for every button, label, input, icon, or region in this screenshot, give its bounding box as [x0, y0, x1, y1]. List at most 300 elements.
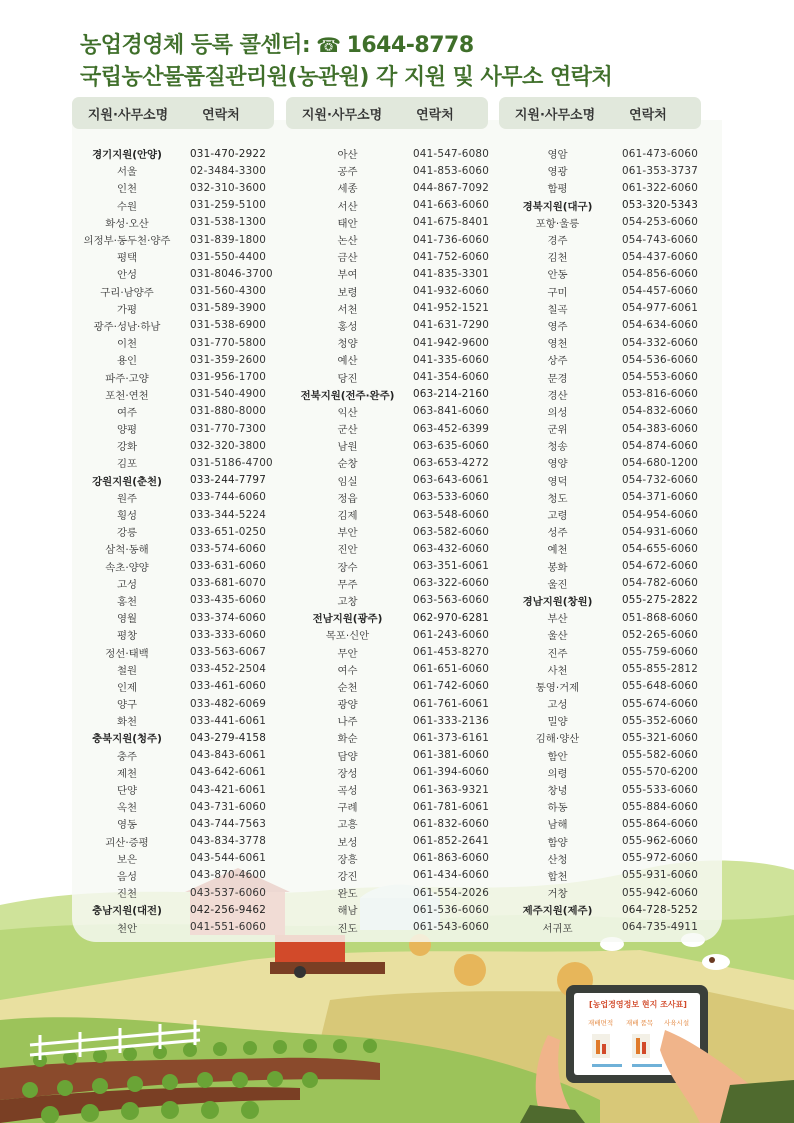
office-name: 광양	[337, 699, 358, 712]
office-row	[72, 334, 286, 351]
office-row	[290, 729, 509, 746]
office-name: 영암	[547, 149, 568, 162]
office-phone[interactable]: 031-470-2922	[190, 147, 267, 160]
office-phone[interactable]: 061-863-6060	[413, 852, 490, 865]
office-name: 보령	[337, 286, 358, 299]
office-phone[interactable]: 063-452-6399	[413, 422, 490, 435]
office-name: 속초·양양	[105, 561, 149, 574]
office-phone[interactable]: 063-322-6060	[413, 577, 490, 590]
office-phone[interactable]: 061-554-2026	[413, 886, 490, 899]
telephone-icon: ☎	[316, 33, 341, 57]
office-phone[interactable]: 031-560-4300	[190, 285, 267, 298]
office-row	[505, 300, 718, 317]
office-phone[interactable]: 054-655-6060	[622, 542, 699, 555]
office-phone[interactable]: 052-265-6060	[622, 628, 699, 641]
office-phone[interactable]: 054-680-1200	[622, 456, 699, 469]
office-name: 태안	[337, 217, 358, 230]
office-row	[72, 833, 286, 850]
office-phone[interactable]: 054-832-6060	[622, 405, 699, 418]
office-phone[interactable]: 061-651-6060	[413, 663, 490, 676]
office-phone[interactable]: 054-977-6061	[622, 302, 699, 315]
office-phone[interactable]: 033-435-6060	[190, 594, 267, 607]
office-row	[290, 368, 509, 385]
office-phone[interactable]: 031-538-6900	[190, 319, 267, 332]
office-name: 해남	[337, 905, 358, 918]
office-row	[505, 489, 718, 506]
office-name: 구례	[337, 802, 358, 815]
office-phone[interactable]: 063-533-6060	[413, 491, 490, 504]
office-name: 평창	[116, 630, 138, 643]
office-phone[interactable]: 033-244-7797	[190, 474, 267, 487]
office-name: 경북지원(대구)	[522, 200, 593, 213]
office-row	[290, 867, 509, 884]
office-row	[72, 179, 286, 196]
office-phone[interactable]: 041-835-3301	[413, 267, 490, 280]
office-phone[interactable]: 02-3484-3300	[190, 164, 267, 177]
office-row	[505, 781, 718, 798]
office-row	[505, 145, 718, 162]
office-row	[72, 540, 286, 557]
office-phone[interactable]: 033-681-6070	[190, 577, 267, 590]
office-phone[interactable]: 041-551-6060	[190, 921, 267, 934]
office-name: 고성	[547, 699, 568, 712]
office-phone[interactable]: 044-867-7092	[413, 181, 490, 194]
office-name: 아산	[337, 149, 358, 162]
office-row	[505, 523, 718, 540]
office-phone[interactable]: 062-970-6281	[413, 611, 490, 624]
office-phone[interactable]: 033-563-6067	[190, 646, 267, 659]
office-name: 창녕	[547, 785, 568, 798]
office-name: 함평	[547, 183, 568, 196]
office-phone[interactable]: 055-962-6060	[622, 835, 699, 848]
office-phone[interactable]: 033-744-6060	[190, 491, 267, 504]
office-phone[interactable]: 031-5186-4700	[190, 456, 273, 469]
office-name: 김해·양산	[535, 733, 580, 746]
tablet-label-facility: 사육시설	[664, 1019, 690, 1027]
office-phone[interactable]: 031-8046-3700	[190, 267, 273, 280]
office-row	[505, 454, 718, 471]
regional-hq-row	[505, 592, 718, 609]
office-phone[interactable]: 033-344-5224	[190, 508, 267, 521]
office-phone[interactable]: 054-371-6060	[622, 491, 699, 504]
office-name: 여수	[337, 664, 358, 677]
office-name: 화성·오산	[105, 217, 149, 230]
office-name: 장흥	[337, 853, 358, 866]
office-name: 전북지원(전주·완주)	[300, 389, 395, 402]
office-phone[interactable]: 041-663-6060	[413, 199, 490, 212]
office-name: 상주	[547, 355, 568, 368]
office-row	[290, 317, 509, 334]
callcenter-label: 농업경영체 등록 콜센터:	[80, 33, 311, 58]
office-phone[interactable]: 054-856-6060	[622, 267, 699, 280]
office-name: 금산	[337, 252, 358, 265]
office-phone[interactable]: 043-843-6061	[190, 749, 267, 762]
office-row	[505, 283, 718, 300]
office-phone[interactable]: 033-631-6060	[190, 560, 267, 573]
office-row	[72, 317, 286, 334]
office-phone[interactable]: 063-432-6060	[413, 542, 490, 555]
office-row	[505, 661, 718, 678]
office-name: 칠곡	[547, 303, 568, 316]
office-phone[interactable]: 053-816-6060	[622, 388, 699, 401]
office-name: 용인	[116, 355, 138, 368]
office-name: 영덕	[547, 475, 568, 488]
office-phone[interactable]: 061-473-6060	[622, 147, 699, 160]
office-phone[interactable]: 061-781-6061	[413, 800, 490, 813]
office-row	[290, 918, 509, 935]
office-phone[interactable]: 031-770-5800	[190, 336, 267, 349]
office-name: 고성	[116, 578, 138, 591]
office-row	[72, 506, 286, 523]
office-name: 서천	[337, 303, 358, 316]
office-row	[290, 248, 509, 265]
office-phone[interactable]: 063-841-6060	[413, 405, 490, 418]
office-phone[interactable]: 061-536-6060	[413, 903, 490, 916]
office-phone[interactable]: 061-353-3737	[622, 164, 699, 177]
office-phone[interactable]: 054-383-6060	[622, 422, 699, 435]
office-name: 김포	[116, 458, 138, 471]
office-phone[interactable]: 043-744-7563	[190, 817, 267, 830]
office-name: 무안	[337, 647, 358, 660]
office-phone[interactable]: 063-635-6060	[413, 439, 490, 452]
office-row	[72, 214, 286, 231]
office-phone[interactable]: 043-642-6061	[190, 766, 267, 779]
office-phone[interactable]: 055-884-6060	[622, 800, 699, 813]
office-name: 의정부·동두천·양주	[83, 235, 171, 248]
office-row	[72, 403, 286, 420]
office-name: 영동	[116, 819, 138, 832]
office-row	[505, 437, 718, 454]
header-phone-label: 연락처	[629, 107, 667, 123]
office-name: 포항·울릉	[535, 217, 580, 230]
office-row	[290, 403, 509, 420]
regional-hq-row	[505, 901, 718, 918]
office-phone[interactable]: 032-310-3600	[190, 181, 267, 194]
office-phone[interactable]: 063-563-6060	[413, 594, 490, 607]
office-row	[290, 592, 509, 609]
office-row	[290, 712, 509, 729]
office-name: 강진	[337, 870, 358, 883]
office-phone[interactable]: 064-728-5252	[622, 903, 699, 916]
office-name: 광주·성남·하남	[93, 320, 161, 333]
office-name: 보은	[116, 853, 138, 866]
header-phone-label: 연락처	[202, 107, 240, 123]
office-row	[505, 884, 718, 901]
office-name: 화순	[337, 733, 358, 746]
office-phone[interactable]: 061-543-6060	[413, 921, 490, 934]
office-phone[interactable]: 033-441-6061	[190, 714, 267, 727]
contact-column-2	[290, 145, 509, 936]
office-name: 봉화	[547, 561, 568, 574]
office-phone[interactable]: 041-952-1521	[413, 302, 490, 315]
office-phone[interactable]: 061-243-6060	[413, 628, 490, 641]
office-phone[interactable]: 043-870-4600	[190, 869, 267, 882]
office-phone[interactable]: 031-839-1800	[190, 233, 267, 246]
office-name: 영주	[547, 320, 568, 333]
office-phone[interactable]: 043-834-3778	[190, 835, 267, 848]
office-name: 충북지원(청주)	[92, 733, 162, 746]
office-name: 단양	[116, 785, 138, 798]
office-phone[interactable]: 033-374-6060	[190, 611, 267, 624]
office-row	[290, 351, 509, 368]
office-name: 밀양	[547, 716, 568, 729]
office-name: 충주	[116, 750, 138, 763]
office-phone[interactable]: 031-540-4900	[190, 388, 267, 401]
office-phone[interactable]: 063-643-6061	[413, 474, 490, 487]
tablet-label-crop: 재배 품목	[626, 1019, 654, 1027]
office-phone[interactable]: 055-275-2822	[622, 594, 699, 607]
column-header-1	[72, 97, 274, 129]
office-name: 이천	[116, 338, 138, 351]
office-phone[interactable]: 033-482-6069	[190, 697, 267, 710]
office-phone[interactable]: 043-421-6061	[190, 783, 267, 796]
office-phone[interactable]: 055-931-6060	[622, 869, 699, 882]
office-phone[interactable]: 031-589-3900	[190, 302, 267, 315]
office-name: 인제	[116, 681, 138, 694]
office-row	[505, 626, 718, 643]
office-phone[interactable]: 055-759-6060	[622, 646, 699, 659]
office-row	[290, 643, 509, 660]
office-phone[interactable]: 055-582-6060	[622, 749, 699, 762]
office-name: 양구	[116, 699, 138, 712]
office-phone[interactable]: 061-373-6161	[413, 731, 490, 744]
office-row	[72, 454, 286, 471]
office-phone[interactable]: 041-631-7290	[413, 319, 490, 332]
office-phone[interactable]: 043-279-4158	[190, 731, 267, 744]
office-phone[interactable]: 054-782-6060	[622, 577, 699, 590]
office-phone[interactable]: 041-942-9600	[413, 336, 490, 349]
office-name: 울진	[547, 578, 568, 591]
office-row	[290, 197, 509, 214]
office-phone[interactable]: 063-582-6060	[413, 525, 490, 538]
office-phone[interactable]: 061-333-2136	[413, 714, 490, 727]
office-name: 인천	[116, 183, 138, 196]
office-phone[interactable]: 061-742-6060	[413, 680, 490, 693]
regional-hq-row	[72, 729, 286, 746]
office-phone[interactable]: 054-332-6060	[622, 336, 699, 349]
office-phone[interactable]: 054-931-6060	[622, 525, 699, 538]
office-phone[interactable]: 061-832-6060	[413, 817, 490, 830]
office-row	[72, 420, 286, 437]
office-name: 제주지원(제주)	[522, 905, 593, 918]
office-phone[interactable]: 043-731-6060	[190, 800, 267, 813]
regional-hq-row	[290, 386, 509, 403]
office-name: 장성	[337, 767, 358, 780]
office-phone[interactable]: 061-363-9321	[413, 783, 490, 796]
office-row	[505, 643, 718, 660]
office-phone[interactable]: 055-674-6060	[622, 697, 699, 710]
office-phone[interactable]: 055-533-6060	[622, 783, 699, 796]
office-row	[72, 283, 286, 300]
office-row	[290, 575, 509, 592]
office-phone[interactable]: 032-320-3800	[190, 439, 267, 452]
office-row	[290, 678, 509, 695]
office-row	[290, 506, 509, 523]
office-phone[interactable]: 061-381-6060	[413, 749, 490, 762]
tablet-label-area: 재배면적	[588, 1019, 614, 1027]
office-name: 군위	[547, 424, 568, 437]
office-phone[interactable]: 054-536-6060	[622, 353, 699, 366]
office-row	[72, 626, 286, 643]
office-phone[interactable]: 041-354-6060	[413, 371, 490, 384]
office-phone[interactable]: 054-553-6060	[622, 371, 699, 384]
office-phone[interactable]: 033-452-2504	[190, 663, 267, 676]
office-phone[interactable]: 031-880-8000	[190, 405, 267, 418]
office-row	[505, 764, 718, 781]
office-name: 완도	[337, 888, 358, 901]
office-row	[290, 489, 509, 506]
office-phone[interactable]: 043-537-6060	[190, 886, 267, 899]
office-name: 사천	[547, 664, 568, 677]
office-name: 안성	[116, 269, 138, 282]
office-phone[interactable]: 055-570-6200	[622, 766, 699, 779]
office-name: 포천·연천	[105, 389, 149, 402]
office-phone[interactable]: 041-853-6060	[413, 164, 490, 177]
office-phone[interactable]: 063-214-2160	[413, 388, 490, 401]
office-phone[interactable]: 055-972-6060	[622, 852, 699, 865]
office-phone[interactable]: 042-256-9462	[190, 903, 267, 916]
office-phone[interactable]: 054-954-6060	[622, 508, 699, 521]
office-phone[interactable]: 063-548-6060	[413, 508, 490, 521]
office-phone[interactable]: 041-932-6060	[413, 285, 490, 298]
office-row	[72, 678, 286, 695]
office-phone[interactable]: 054-437-6060	[622, 250, 699, 263]
office-name: 익산	[337, 406, 358, 419]
office-row	[290, 523, 509, 540]
office-name: 화천	[116, 716, 138, 729]
office-phone[interactable]: 033-333-6060	[190, 628, 267, 641]
office-row	[72, 815, 286, 832]
office-phone[interactable]: 055-648-6060	[622, 680, 699, 693]
office-row	[290, 454, 509, 471]
office-name: 수원	[116, 200, 138, 213]
office-row	[72, 661, 286, 678]
column-header-3	[499, 97, 701, 129]
office-phone[interactable]: 041-547-6080	[413, 147, 490, 160]
office-row	[505, 334, 718, 351]
office-phone[interactable]: 041-675-8401	[413, 216, 490, 229]
office-phone[interactable]: 054-732-6060	[622, 474, 699, 487]
office-phone[interactable]: 051-868-6060	[622, 611, 699, 624]
office-phone[interactable]: 055-352-6060	[622, 714, 699, 727]
office-row	[505, 815, 718, 832]
office-phone[interactable]: 055-942-6060	[622, 886, 699, 899]
office-name: 함안	[547, 750, 568, 763]
office-phone[interactable]: 063-351-6061	[413, 560, 490, 573]
office-row	[72, 248, 286, 265]
office-name: 옥천	[116, 802, 138, 815]
office-name: 부안	[337, 527, 358, 540]
office-name: 합천	[547, 870, 568, 883]
office-phone[interactable]: 033-651-0250	[190, 525, 267, 538]
office-phone[interactable]: 033-574-6060	[190, 542, 267, 555]
office-phone[interactable]: 031-956-1700	[190, 371, 267, 384]
page-title: 국립농산물품질관리원(농관원) 각 지원 및 사무소 연락처	[80, 65, 613, 90]
office-row	[72, 781, 286, 798]
office-name: 진도	[337, 922, 358, 935]
office-name: 괴산·증평	[105, 836, 149, 849]
office-name: 구미	[547, 286, 568, 299]
office-row	[72, 437, 286, 454]
office-phone[interactable]: 061-322-6060	[622, 181, 699, 194]
office-phone[interactable]: 054-874-6060	[622, 439, 699, 452]
office-phone[interactable]: 061-852-2641	[413, 835, 490, 848]
office-name: 진천	[116, 888, 138, 901]
office-name: 횡성	[116, 510, 138, 523]
office-row	[505, 833, 718, 850]
office-row	[72, 850, 286, 867]
office-phone[interactable]: 055-321-6060	[622, 731, 699, 744]
office-phone[interactable]: 061-453-8270	[413, 646, 490, 659]
office-phone[interactable]: 061-434-6060	[413, 869, 490, 882]
office-row	[290, 764, 509, 781]
office-row	[72, 231, 286, 248]
office-name: 곡성	[337, 785, 358, 798]
office-name: 서귀포	[542, 922, 573, 935]
office-phone[interactable]: 053-320-5343	[622, 199, 699, 212]
office-phone[interactable]: 055-864-6060	[622, 817, 699, 830]
office-phone[interactable]: 041-752-6060	[413, 250, 490, 263]
office-phone[interactable]: 054-672-6060	[622, 560, 699, 573]
office-phone[interactable]: 061-761-6061	[413, 697, 490, 710]
office-row	[72, 197, 286, 214]
office-phone[interactable]: 064-735-4911	[622, 921, 699, 934]
office-phone[interactable]: 031-259-5100	[190, 199, 267, 212]
office-name: 진주	[547, 647, 568, 660]
office-phone[interactable]: 054-743-6060	[622, 233, 699, 246]
office-row	[505, 368, 718, 385]
office-name: 논산	[337, 235, 358, 248]
office-row	[505, 575, 718, 592]
office-name: 음성	[116, 870, 138, 883]
office-phone[interactable]: 043-544-6061	[190, 852, 267, 865]
office-name: 예천	[547, 544, 568, 557]
office-phone[interactable]: 061-394-6060	[413, 766, 490, 779]
office-name: 정읍	[337, 492, 358, 505]
office-phone[interactable]: 055-855-2812	[622, 663, 699, 676]
office-phone[interactable]: 054-457-6060	[622, 285, 699, 298]
office-phone[interactable]: 033-461-6060	[190, 680, 267, 693]
office-name: 홍천	[116, 595, 138, 608]
office-phone[interactable]: 031-538-1300	[190, 216, 267, 229]
office-phone[interactable]: 054-634-6060	[622, 319, 699, 332]
office-name: 고창	[337, 595, 358, 608]
office-row	[290, 300, 509, 317]
office-row	[505, 231, 718, 248]
office-phone[interactable]: 041-335-6060	[413, 353, 490, 366]
office-phone[interactable]: 031-359-2600	[190, 353, 267, 366]
office-name: 보성	[337, 836, 358, 849]
office-phone[interactable]: 031-550-4400	[190, 250, 267, 263]
office-name: 부산	[547, 613, 568, 626]
office-name: 원주	[116, 492, 138, 505]
office-phone[interactable]: 031-770-7300	[190, 422, 267, 435]
office-row	[72, 162, 286, 179]
office-row	[505, 798, 718, 815]
office-row	[505, 506, 718, 523]
office-row	[72, 884, 286, 901]
office-row	[505, 179, 718, 196]
office-phone[interactable]: 054-253-6060	[622, 216, 699, 229]
office-row	[290, 781, 509, 798]
office-phone[interactable]: 041-736-6060	[413, 233, 490, 246]
office-row	[290, 265, 509, 282]
office-row	[290, 472, 509, 489]
office-row	[290, 420, 509, 437]
callcenter-number[interactable]: 1644-8778	[346, 33, 474, 58]
office-name: 서산	[337, 200, 358, 213]
office-phone[interactable]: 063-653-4272	[413, 456, 490, 469]
